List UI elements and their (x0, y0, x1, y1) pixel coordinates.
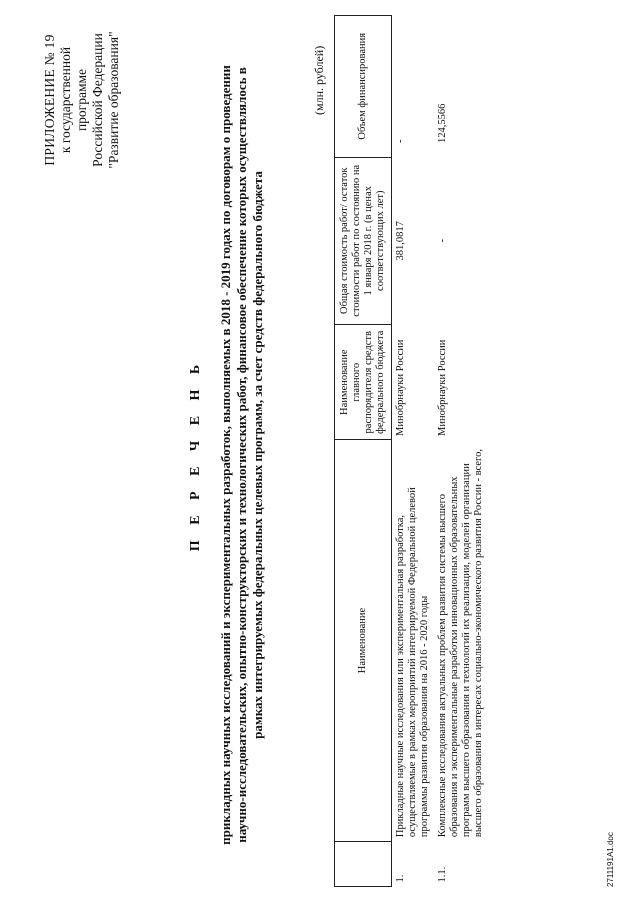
row-cost: 381,0817 (395, 221, 406, 261)
appendix-line-2: к государственной программе (58, 46, 89, 154)
table-row (434, 16, 488, 887)
col-header-name: Наименование (335, 440, 392, 841)
row-distributor: Минобрнауки России (437, 339, 448, 436)
title-heading: П Е Р Е Ч Е Н Ь (188, 358, 203, 552)
table-row (392, 16, 435, 887)
funding-table (334, 15, 488, 887)
table-header-row (335, 16, 392, 887)
appendix-block (42, 15, 122, 185)
col-header-financing: Объем финансирования (335, 16, 392, 158)
title-body: прикладных научных исследований и экспериментальных разработок, выполняемых в 2018 - 2019 годах по договорам о проведении научно-исследовательских, опытно-конструкторских и технологических работ, финансовое обеспечение которых осуществлялось в рамках интегрируемых федеральных целевых программ, за счет средств федерального бюджета (218, 65, 265, 845)
col-header-distributor: Наименование главного распорядителя средств федерального бюджета (335, 324, 392, 440)
row-distributor: Минобрнауки России (395, 339, 406, 436)
row-financing: - (395, 139, 406, 144)
appendix-line-4: "Развитие образования" (106, 31, 121, 169)
col-header-num (335, 841, 392, 886)
row-num: 1. (395, 874, 406, 883)
file-footer: 2711191A1.doc (606, 832, 615, 887)
row-name: Комплексные исследования актуальных проблем развития системы высшего образования и экспериментальные разработки инновационных образовательных программ высшего образования и технологий их реализации, моделей организации высшего образования в интересах социально-экономического развития России - всего, (437, 449, 484, 838)
row-name: Прикладные научные исследования или экспериментальная разработка, осуществляемые в рамках мероприятий интегрируемой Федеральной целевой программы развития образования на 2016 - 2020 годы (395, 487, 430, 838)
row-financing: 124,5566 (437, 103, 448, 144)
col-header-cost: Общая стоимость работ/ остаток стоимости работ по состоянию на 1 января 2018 г. (в ценах соответствующих лет) (335, 157, 392, 324)
row-num: 1.1. (437, 866, 448, 883)
unit-label: (млн. рублей) (312, 45, 326, 115)
document-title (188, 65, 266, 845)
appendix-number: ПРИЛОЖЕНИЕ № 19 (42, 34, 57, 166)
appendix-line-3: Российской Федерации (90, 33, 105, 167)
row-cost: - (437, 239, 448, 243)
